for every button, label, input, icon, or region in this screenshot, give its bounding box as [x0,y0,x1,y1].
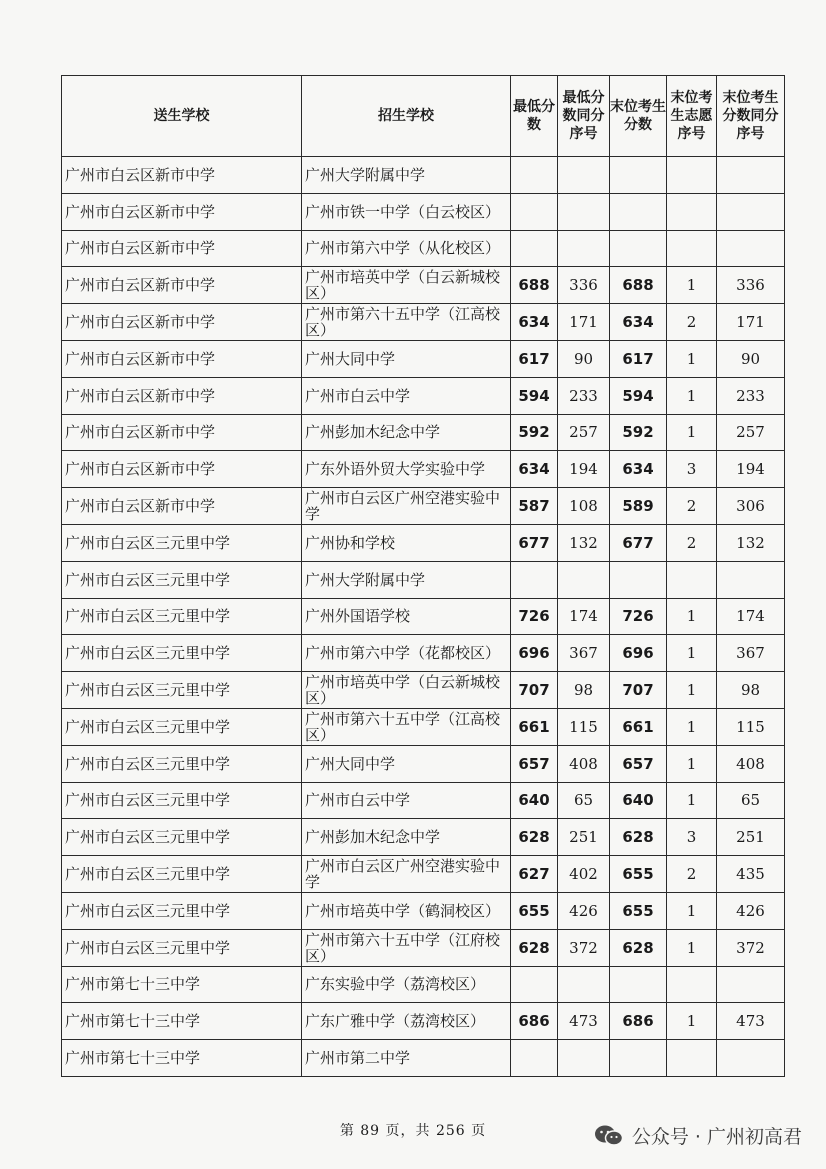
cell-send-school: 广州市白云区三元里中学 [62,635,302,672]
cell-last-choice: 1 [667,1003,717,1040]
cell-send-school: 广州市白云区三元里中学 [62,856,302,893]
cell-send-school: 广州市第七十三中学 [62,966,302,1003]
cell-send-school: 广州市白云区新市中学 [62,230,302,267]
cell-min-rank: 426 [558,892,610,929]
cell-min-rank: 108 [558,488,610,525]
cell-last-score: 696 [610,635,667,672]
cell-recv-school: 广州彭加木纪念中学 [302,414,511,451]
cell-send-school: 广州市白云区新市中学 [62,414,302,451]
cell-last-score: 634 [610,451,667,488]
cell-last-score: 688 [610,267,667,304]
header-min-score: 最低分数 [511,76,558,157]
cell-send-school: 广州市白云区新市中学 [62,267,302,304]
score-table [61,75,785,1077]
cell-last-choice: 1 [667,929,717,966]
cell-last-rank: 257 [717,414,785,451]
cell-min-rank: 233 [558,377,610,414]
cell-send-school: 广州市白云区三元里中学 [62,708,302,745]
cell-last-choice: 1 [667,414,717,451]
cell-last-rank [717,561,785,598]
table-row [62,451,785,488]
cell-min-score [511,1040,558,1077]
cell-last-rank: 171 [717,304,785,341]
cell-last-choice: 1 [667,892,717,929]
cell-last-choice: 2 [667,856,717,893]
cell-last-choice: 3 [667,819,717,856]
cell-min-score [511,561,558,598]
cell-recv-school: 广州市白云区广州空港实验中学 [302,488,511,525]
cell-send-school: 广州市白云区三元里中学 [62,561,302,598]
cell-last-score: 655 [610,856,667,893]
cell-last-choice: 1 [667,672,717,709]
cell-last-choice: 3 [667,451,717,488]
cell-min-score: 661 [511,708,558,745]
cell-last-choice: 1 [667,708,717,745]
cell-send-school: 广州市第七十三中学 [62,1003,302,1040]
cell-min-score: 655 [511,892,558,929]
cell-last-rank [717,966,785,1003]
cell-min-score: 617 [511,340,558,377]
cell-send-school: 广州市白云区三元里中学 [62,524,302,561]
cell-recv-school: 广州彭加木纪念中学 [302,819,511,856]
cell-min-rank: 257 [558,414,610,451]
table-row [62,157,785,194]
cell-last-score: 592 [610,414,667,451]
cell-min-score: 707 [511,672,558,709]
cell-last-choice: 1 [667,635,717,672]
table-row [62,267,785,304]
table-row [62,561,785,598]
table-row [62,708,785,745]
cell-min-rank: 174 [558,598,610,635]
cell-last-choice [667,561,717,598]
cell-last-rank: 233 [717,377,785,414]
cell-min-score [511,966,558,1003]
cell-recv-school: 广州市白云中学 [302,377,511,414]
cell-last-rank: 426 [717,892,785,929]
cell-min-rank [558,966,610,1003]
cell-last-rank: 65 [717,782,785,819]
cell-last-rank: 408 [717,745,785,782]
cell-last-choice [667,1040,717,1077]
cell-send-school: 广州市白云区三元里中学 [62,892,302,929]
cell-min-score: 587 [511,488,558,525]
cell-last-choice [667,230,717,267]
cell-last-choice [667,193,717,230]
table-row [62,340,785,377]
cell-last-rank: 132 [717,524,785,561]
cell-min-rank: 372 [558,929,610,966]
cell-last-choice: 1 [667,267,717,304]
wechat-icon [594,1124,624,1148]
table-row [62,892,785,929]
cell-min-rank: 98 [558,672,610,709]
cell-last-rank: 473 [717,1003,785,1040]
cell-last-score [610,157,667,194]
cell-last-score [610,966,667,1003]
cell-last-rank: 306 [717,488,785,525]
header-last-score: 末位考生分数 [610,76,667,157]
cell-recv-school: 广州市白云中学 [302,782,511,819]
table-row [62,377,785,414]
cell-send-school: 广州市第七十三中学 [62,1040,302,1077]
cell-last-score [610,193,667,230]
cell-send-school: 广州市白云区三元里中学 [62,782,302,819]
header-last-rank: 末位考生分数同分序号 [717,76,785,157]
cell-last-choice: 1 [667,782,717,819]
cell-min-rank [558,1040,610,1077]
cell-recv-school: 广州市第六十五中学（江府校区） [302,929,511,966]
cell-min-rank: 402 [558,856,610,893]
cell-last-rank: 367 [717,635,785,672]
cell-min-score [511,230,558,267]
cell-min-score: 640 [511,782,558,819]
cell-last-score: 726 [610,598,667,635]
cell-last-score [610,230,667,267]
cell-send-school: 广州市白云区三元里中学 [62,672,302,709]
cell-recv-school: 广州市第六十五中学（江高校区） [302,708,511,745]
header-recv-school: 招生学校 [302,76,511,157]
cell-recv-school: 广州外国语学校 [302,598,511,635]
cell-min-rank: 336 [558,267,610,304]
cell-last-choice: 1 [667,745,717,782]
cell-last-score: 640 [610,782,667,819]
cell-last-score [610,1040,667,1077]
cell-recv-school: 广州市培英中学（白云新城校区） [302,672,511,709]
cell-recv-school: 广州市第二中学 [302,1040,511,1077]
cell-min-score [511,157,558,194]
cell-last-rank: 115 [717,708,785,745]
cell-last-choice: 2 [667,304,717,341]
cell-min-rank: 171 [558,304,610,341]
table-row [62,966,785,1003]
cell-last-rank [717,230,785,267]
cell-last-score: 617 [610,340,667,377]
cell-last-score [610,561,667,598]
page-number: 第 89 页，共 256 页 [339,1123,487,1139]
watermark-text: 公众号 · 广州初高君 [631,1126,802,1148]
cell-min-rank: 251 [558,819,610,856]
cell-last-rank: 336 [717,267,785,304]
cell-recv-school: 广州市第六中学（从化校区） [302,230,511,267]
cell-recv-school: 广州市第六十五中学（江高校区） [302,304,511,341]
table-row [62,193,785,230]
table-row [62,524,785,561]
table-row [62,782,785,819]
cell-send-school: 广州市白云区新市中学 [62,157,302,194]
table-row [62,635,785,672]
cell-min-score: 686 [511,1003,558,1040]
cell-send-school: 广州市白云区三元里中学 [62,745,302,782]
cell-last-rank [717,1040,785,1077]
table-row [62,672,785,709]
cell-send-school: 广州市白云区三元里中学 [62,929,302,966]
cell-recv-school: 广州市铁一中学（白云校区） [302,193,511,230]
cell-last-rank [717,193,785,230]
cell-min-score: 627 [511,856,558,893]
header-min-rank: 最低分数同分序号 [558,76,610,157]
cell-recv-school: 广州大学附属中学 [302,157,511,194]
cell-last-score: 677 [610,524,667,561]
cell-recv-school: 广州市白云区广州空港实验中学 [302,856,511,893]
table-row [62,1003,785,1040]
cell-last-score: 707 [610,672,667,709]
cell-recv-school: 广州大学附属中学 [302,561,511,598]
cell-send-school: 广州市白云区新市中学 [62,340,302,377]
cell-min-score: 696 [511,635,558,672]
cell-send-school: 广州市白云区新市中学 [62,488,302,525]
cell-min-rank: 408 [558,745,610,782]
cell-last-choice: 1 [667,598,717,635]
cell-last-score: 655 [610,892,667,929]
cell-last-rank: 372 [717,929,785,966]
table-row [62,819,785,856]
table-row [62,488,785,525]
cell-min-rank: 367 [558,635,610,672]
cell-send-school: 广州市白云区新市中学 [62,451,302,488]
table-row [62,598,785,635]
header-send-school: 送生学校 [62,76,302,157]
cell-min-rank [558,157,610,194]
cell-last-score: 661 [610,708,667,745]
cell-min-score: 634 [511,304,558,341]
cell-min-score: 594 [511,377,558,414]
cell-last-score: 634 [610,304,667,341]
cell-last-rank: 194 [717,451,785,488]
cell-min-rank: 132 [558,524,610,561]
cell-last-score: 589 [610,488,667,525]
cell-min-score: 677 [511,524,558,561]
cell-recv-school: 广州市培英中学（鹤洞校区） [302,892,511,929]
cell-send-school: 广州市白云区三元里中学 [62,598,302,635]
cell-last-score: 594 [610,377,667,414]
table-row [62,745,785,782]
cell-min-score: 726 [511,598,558,635]
cell-last-score: 686 [610,1003,667,1040]
cell-last-rank: 174 [717,598,785,635]
table-row [62,230,785,267]
cell-min-rank: 90 [558,340,610,377]
cell-last-choice: 2 [667,524,717,561]
table-body [62,157,785,1077]
cell-last-choice: 1 [667,377,717,414]
cell-last-rank: 251 [717,819,785,856]
cell-recv-school: 广州大同中学 [302,745,511,782]
table-row [62,304,785,341]
table-row [62,414,785,451]
cell-last-choice: 2 [667,488,717,525]
table-row [62,929,785,966]
cell-min-rank [558,230,610,267]
cell-min-score: 688 [511,267,558,304]
table-row [62,1040,785,1077]
cell-send-school: 广州市白云区新市中学 [62,304,302,341]
cell-min-rank [558,193,610,230]
cell-last-rank: 98 [717,672,785,709]
cell-min-score: 657 [511,745,558,782]
cell-last-choice: 1 [667,340,717,377]
cell-recv-school: 广东实验中学（荔湾校区） [302,966,511,1003]
table-row [62,856,785,893]
cell-last-score: 657 [610,745,667,782]
cell-send-school: 广州市白云区新市中学 [62,193,302,230]
cell-recv-school: 广州大同中学 [302,340,511,377]
watermark [594,1122,802,1149]
cell-last-rank: 435 [717,856,785,893]
cell-min-score: 634 [511,451,558,488]
cell-recv-school: 广州市培英中学（白云新城校区） [302,267,511,304]
cell-last-score: 628 [610,929,667,966]
cell-last-choice [667,966,717,1003]
cell-send-school: 广州市白云区三元里中学 [62,819,302,856]
cell-min-score [511,193,558,230]
cell-min-rank: 473 [558,1003,610,1040]
cell-min-rank: 194 [558,451,610,488]
cell-min-score: 628 [511,929,558,966]
cell-min-rank: 65 [558,782,610,819]
cell-recv-school: 广东广雅中学（荔湾校区） [302,1003,511,1040]
cell-recv-school: 广东外语外贸大学实验中学 [302,451,511,488]
cell-min-rank [558,561,610,598]
cell-recv-school: 广州协和学校 [302,524,511,561]
cell-last-rank [717,157,785,194]
table-header-row [62,76,785,157]
header-last-choice: 末位考生志愿序号 [667,76,717,157]
cell-recv-school: 广州市第六中学（花都校区） [302,635,511,672]
cell-last-choice [667,157,717,194]
cell-min-score: 628 [511,819,558,856]
cell-min-score: 592 [511,414,558,451]
cell-send-school: 广州市白云区新市中学 [62,377,302,414]
cell-min-rank: 115 [558,708,610,745]
cell-last-score: 628 [610,819,667,856]
cell-last-rank: 90 [717,340,785,377]
